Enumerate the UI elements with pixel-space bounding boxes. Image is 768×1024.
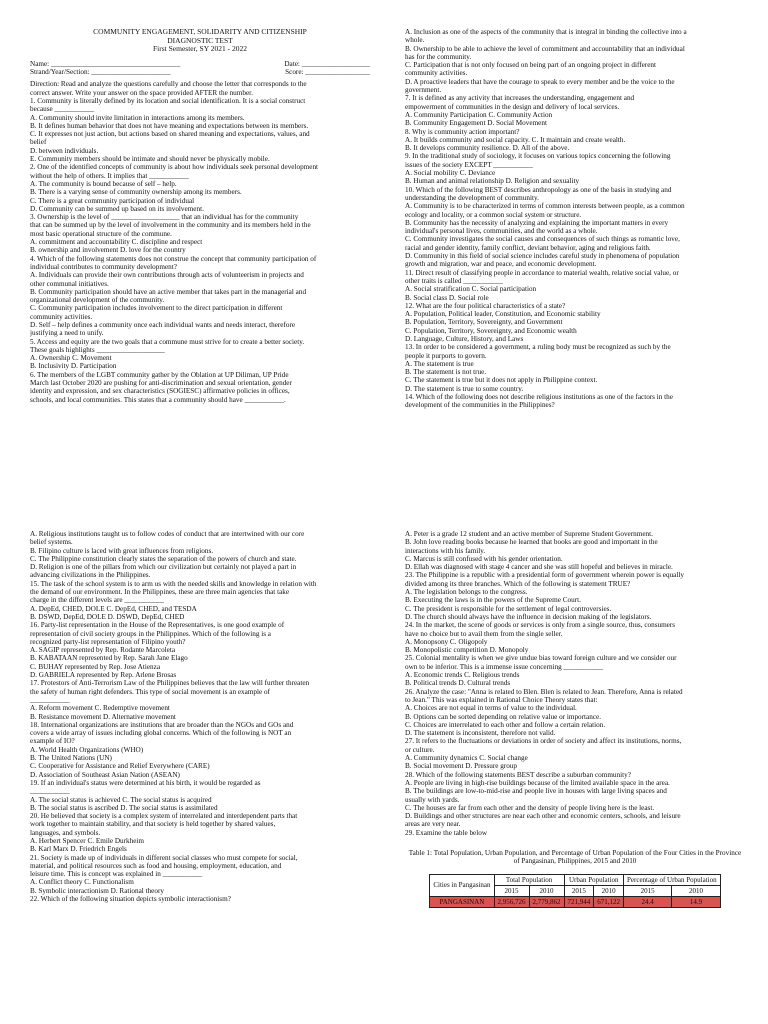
- col-header-urban: Urban Population: [564, 874, 624, 885]
- text-line: justifying a need to unify.: [30, 329, 104, 338]
- text-line: D. Self – help defines a community once each individual wants and needs interact, therefore: [30, 320, 296, 329]
- text-line: B. Karl Marx D. Friedrich Engels: [30, 845, 127, 854]
- text-line: individual contributes to community development?: [30, 262, 177, 271]
- total-2010-cell: 2,779,862: [529, 896, 564, 907]
- text-line: D. The statement is inconsistent, therefore not valid.: [405, 729, 556, 738]
- text-line: B. Monopolistic competition D. Monopoly: [405, 646, 529, 655]
- text-line: without the help of others. It implies that ___________: [30, 171, 189, 180]
- question-list: [30, 80, 370, 404]
- text-line: A. Ownership C. Movement: [30, 354, 112, 363]
- text-line: B. The social status is ascribed D. The social status is assimilated: [30, 803, 218, 812]
- text-line: A. Choices are not equal in terms of value to the individual.: [405, 704, 577, 713]
- text-line: 29. Examine the table below: [405, 828, 488, 837]
- text-line: D. Community can be summed up based on its involvement.: [30, 204, 204, 213]
- city-cell: PANGASINAN: [430, 896, 494, 907]
- text-line: C. The statement is true but it does not apply in Philippine context.: [405, 376, 598, 385]
- text-line: B. The United Nations (UN): [30, 754, 112, 763]
- document-title: COMMUNITY ENGAGEMENT, SOLIDARITY AND CITIZENSHIP: [93, 28, 307, 36]
- text-line: 2. One of the identified concepts of community is about how individuals seek personal development: [30, 163, 319, 172]
- text-line: 11. Direct result of classifying people in accordance to material wealth, relative social value, or: [405, 268, 679, 277]
- text-line: D. A proactive leaders that have the courage to speak to every member and be the voice to the: [405, 77, 675, 86]
- text-line: C. The Philippine constitution clearly states the separation of the powers of church and state.: [30, 554, 297, 563]
- strand-field: Strand/Year/Section: ______________________: [30, 68, 171, 77]
- text-line: A. The community is bound because of self – help.: [30, 179, 177, 188]
- text-line: 9. In the traditional study of sociology, it focuses on various topics concerning the following: [405, 152, 671, 161]
- text-line: 8. Why is community action important?: [405, 127, 520, 136]
- text-line: C. Choices are interrelated to each other and follow a certain relation.: [405, 720, 606, 729]
- text-line: empowerment of communities in the design and delivery of local services.: [405, 102, 620, 111]
- text-line: the demand of our environment. In the Philippines, these are three main agencies that take: [30, 588, 290, 597]
- text-line: 5. Access and equity are the two goals that a commune must strive for to create a better society.: [30, 337, 305, 346]
- text-line: 23. The Philippine is a republic with a presidential form of government wherein power is equally: [405, 571, 684, 580]
- text-line: 28. Which of the following statements BEST describe a suburban community?: [405, 770, 631, 779]
- text-line: A. Community dynamics C. Social change: [405, 754, 528, 763]
- text-line: because ___________: [30, 105, 95, 114]
- text-line: A. Reform movement C. Redemptive movement: [30, 704, 170, 713]
- text-line: community activities.: [30, 312, 93, 321]
- col-header-percentage: Percentage of Urban Population: [624, 874, 721, 885]
- text-line: 10. Which of the following BEST describes anthropology as one of the basis in studying and: [405, 185, 672, 194]
- text-line: 26. Analyze the case: "Anna is related to Blen. Blen is related to Jean. Therefore, Anna is related: [405, 687, 683, 696]
- text-line: 7. It is defined as any activity that increases the understanding, engagement and: [405, 94, 635, 103]
- text-line: A. Monopsony C. Oligopoly: [405, 637, 488, 646]
- text-line: whole.: [405, 36, 425, 45]
- text-line: D. GABRIELA represented by Rep. Arlene Brosas: [30, 671, 177, 680]
- text-line: D. Ellah was diagnosed with stage 4 cancer and she was still hopeful and believes in miracle.: [405, 563, 673, 572]
- text-line: 3. Ownership is the level of ___________________ that an individual has for the community: [30, 213, 299, 222]
- text-line: A. Community Participation C. Community Action: [405, 110, 553, 119]
- text-line: B. Ownership to be able to achieve the level of commitment and accountability that an individual: [405, 44, 685, 53]
- page-2-right-column: [405, 530, 745, 1020]
- text-line: A. Conflict theory C. Functionalism: [30, 878, 134, 887]
- text-line: B. It defines human behavior that does not have meaning and expectations between its members.: [30, 121, 309, 130]
- text-line: A. The social status is achieved C. The social status is acquired: [30, 795, 212, 804]
- text-line: B. The buildings are low-to-mid-rise and people live in houses with large living spaces and: [405, 787, 667, 796]
- text-line: March last October 2020 are pushing for anti-discrimination and sexual orientation, gender: [30, 379, 292, 388]
- text-line: 6. The members of the LGBT community gather by the Oblation at UP Diliman, UP Pride: [30, 370, 289, 379]
- text-line: people it purports to govern.: [405, 351, 487, 360]
- text-line: C. There is a great community participation of individual: [30, 196, 195, 205]
- text-line: A. Economic trends C. Religious trends: [405, 671, 520, 680]
- text-line: A. DepEd, CHED, DOLE C. DepEd, CHED, and TESDA: [30, 604, 197, 613]
- text-line: own to be inferior. This is a immense issue concerning ___________: [405, 662, 604, 671]
- col-header-total: Total Population: [494, 874, 564, 885]
- text-line: 4. Which of the following statements does not construe the concept that community participation of: [30, 254, 317, 263]
- text-line: B. Inclusivity D. Participation: [30, 362, 117, 371]
- text-line: A. Community should invite limitation in interactions among its members.: [30, 113, 245, 122]
- text-line: 13. In order to be considered a government, a ruling body must be recognized as such by the: [405, 343, 671, 352]
- table-header-row: [430, 874, 720, 885]
- score-field: Score: __________________: [285, 68, 370, 77]
- text-line: 14. Which of the following does not describe religious institutions as one of the factors in the: [405, 393, 673, 402]
- text-line: 22. Which of the following situation depicts symbolic interactionism?: [30, 895, 231, 904]
- text-line: belief: [30, 138, 47, 147]
- text-line: correct answer. Write your answer on the space provided AFTER the number.: [30, 88, 253, 97]
- year-header: 2010: [594, 885, 624, 896]
- text-line: A. The legislation belongs to the congress.: [405, 588, 528, 597]
- text-line: issues of the society EXCEPT ___________: [405, 160, 533, 169]
- text-line: D. Buildings and other structures are near each other and economic centers, schools, and leisure: [405, 812, 681, 821]
- text-line: C. Population, Territory, Sovereignty, and Economic wealth: [405, 326, 577, 335]
- text-line: C. Cooperative for Assistance and Relief Everywhere (CARE): [30, 762, 210, 771]
- text-line: B. Filipino culture is laced with great influences from religions.: [30, 546, 214, 555]
- year-header: 2015: [624, 885, 672, 896]
- text-line: C. The president is responsible for the settlement of legal controversies.: [405, 604, 612, 613]
- text-line: schools, and local communities. This states that a community should have ___________.: [30, 395, 286, 404]
- text-line: B. Resistance movement D. Alternative movement: [30, 712, 176, 721]
- text-line: 25. Colonial mentality is when we give undue bias toward foreign culture and we consider our: [405, 654, 677, 663]
- text-line: 21. Society is made up of individuals in different social classes who must compete for social,: [30, 853, 298, 862]
- population-table: [429, 874, 720, 908]
- col-header-city: Cities in Pangasinan: [430, 874, 494, 896]
- text-line: A. Peter is a grade 12 student and an active member of Supreme Student Government.: [405, 530, 653, 538]
- text-line: government.: [405, 86, 442, 95]
- question-list: [405, 28, 745, 410]
- text-line: B. Community Engagement D. Social Movement: [405, 119, 547, 128]
- text-line: A. Herbert Spencer C. Emile Durkheim: [30, 836, 144, 845]
- text-line: development of the communities in the Philippines?: [405, 401, 555, 410]
- text-line: individual's personal lives, communities, and the world as a whole.: [405, 227, 598, 236]
- pct-2015-cell: 24.4: [624, 896, 672, 907]
- info-row: [30, 68, 370, 76]
- document-header: [30, 28, 370, 54]
- text-line: B. KABATAAN represented by Rep. Sarah Jane Elago: [30, 654, 188, 663]
- text-line: charge in the different levels are ___________: [30, 596, 164, 605]
- text-line: interactions with his family.: [405, 546, 486, 555]
- text-line: B. The statement is not true.: [405, 368, 487, 377]
- text-line: racial and gender identity, family conflict, deviant behavior, aging and religious faith.: [405, 243, 651, 252]
- urban-2010-cell: 671,122: [594, 896, 624, 907]
- text-line: B. It develops community resilience. D. All of the above.: [405, 144, 570, 153]
- text-line: A. Social stratification C. Social participation: [405, 285, 537, 294]
- text-line: C. BUHAY represented by Rep. Jose Atienza: [30, 662, 161, 671]
- urban-2015-cell: 721,944: [564, 896, 594, 907]
- text-line: A. Community is to be characterized in terms of common interests between people, as a common: [405, 202, 685, 211]
- text-line: A. SAGIP represented by Rep. Rodante Marcoleta: [30, 646, 176, 655]
- text-line: These goals highlights ___________________: [30, 345, 165, 354]
- text-line: D. Religion is one of the pillars from which our civilization but certainly not played a part in: [30, 563, 297, 572]
- text-line: 27. It refers to the fluctuations or deviations in order of society and affect its institutions, norms,: [405, 737, 682, 746]
- text-line: A. It builds community and social capacity. C. It maintain and create wealth.: [405, 135, 626, 144]
- table-row: [430, 896, 720, 907]
- text-line: 17. Protestors of Anti-Terrorism Law of the Philippines believes that the law will further threaten: [30, 679, 310, 688]
- text-line: have no choice but to avail them from the single seller.: [405, 629, 563, 638]
- text-line: understanding the development of community.: [405, 193, 539, 202]
- text-line: representation of civil society groups in the Philippines. Which of the following is a: [30, 629, 272, 638]
- text-line: 16. Party-list representation in the House of the Representatives, is one good example of: [30, 621, 285, 630]
- text-line: B. Executing the laws is in the powers of the Supreme Court.: [405, 596, 581, 605]
- text-line: B. Community participation should have an active member that takes part in the managerial and: [30, 287, 307, 296]
- text-line: usually with yards.: [405, 795, 460, 804]
- text-line: 24. In the market, the scene of goods or services is only from a single source, thus, consumers: [405, 621, 676, 630]
- table-caption: Table 1: Total Population, Urban Population, and Percentage of Urban Population of the Four Cities in the Province of Pangasinan, Philippines, 2015 and 2010: [408, 848, 742, 866]
- text-line: most basic operational structure of the commune.: [30, 229, 172, 238]
- text-line: 15. The task of the school system is to arm us with the needed skills and knowledge in relation with: [30, 579, 317, 588]
- text-line: example of IO?: [30, 737, 75, 746]
- text-line: B. Population, Territory, Sovereignty, and Government: [405, 318, 563, 327]
- text-line: C. Community investigates the social causes and consequences of such things as romantic love,: [405, 235, 680, 244]
- text-line: belief systems.: [30, 538, 73, 547]
- text-line: C. It expresses not just action, but actions based on shared meaning and expectations, values, and: [30, 130, 310, 139]
- text-line: B. Symbolic interactionism D. Rational theory: [30, 886, 164, 895]
- pct-2010-cell: 14.9: [672, 896, 720, 907]
- document-subtitle: DIAGNOSTIC TEST: [167, 35, 233, 45]
- text-line: 20. He believed that society is a complex system of interrelated and interdependent parts that: [30, 812, 298, 821]
- text-line: Direction: Read and analyze the questions carefully and choose the letter that corresponds to the: [30, 80, 307, 89]
- text-line: material, and political resources such as food and housing, employment, education, and: [30, 861, 282, 870]
- text-line: D. The church should always have the influence in decision making of the legislators.: [405, 612, 652, 621]
- text-line: areas are very near.: [405, 820, 461, 829]
- text-line: C. Marcus is still confused with his gender orientation.: [405, 554, 563, 563]
- text-line: that can be summed up by the level of involvement in the community and its members held in the: [30, 221, 311, 230]
- text-line: D. Language, Culture, History, and Laws: [405, 334, 524, 343]
- text-line: the safety of human right defenders. This type of social movement is an example of: [30, 687, 270, 696]
- text-line: 12. What are the four political characteristics of a state?: [405, 301, 566, 310]
- date-field: Date: ___________________: [284, 59, 370, 68]
- total-2015-cell: 2,956,726: [494, 896, 529, 907]
- text-line: B. Human and animal relationship D. Religion and sexuality: [405, 177, 580, 186]
- text-line: other traits is called ___________: [405, 276, 503, 285]
- text-line: A. Social mobility C. Deviance: [405, 169, 496, 178]
- text-line: divided among its three branches. Which of the following is statement TRUE?: [405, 579, 631, 588]
- text-line: D. Community in this field of social science includes careful study in phenomena of population: [405, 252, 680, 261]
- text-line: has for the community.: [405, 52, 472, 61]
- text-line: C. The houses are far from each other and the density of people living here is the least.: [405, 803, 655, 812]
- semester-line: First Semester, SY 2021 - 2022: [152, 44, 247, 54]
- text-line: B. Social class D. Social role: [405, 293, 489, 302]
- text-line: other communal initiatives.: [30, 279, 109, 288]
- text-line: B. Options can be sorted depending on relative value or importance.: [405, 712, 601, 721]
- info-row: [30, 60, 370, 68]
- text-line: 18. International organizations are institutions that are broader than the NGOs and GOs and: [30, 720, 294, 729]
- page-1-right-column: [405, 28, 745, 498]
- text-line: C. Community participation includes involvement to the direct participation in different: [30, 304, 283, 313]
- page-1-left-column: [30, 28, 370, 498]
- text-line: leisure time. This is concept was explained in ___________: [30, 870, 203, 879]
- student-info: [30, 60, 370, 77]
- year-header: 2015: [564, 885, 594, 896]
- text-line: recognized party-list representation of Filipino youth?: [30, 637, 186, 646]
- text-line: E. Community members should be intimate and should never be physically mobile.: [30, 155, 270, 164]
- text-line: C. Participation that is not only focused on being part of an ongoing project in different: [405, 61, 656, 70]
- text-line: A. Individuals can provide their own contributions through acts of volunteerism in projects and: [30, 271, 304, 280]
- name-field: Name: ____________________________________: [30, 59, 181, 68]
- text-line: advancing civilizations in the Philippines.: [30, 571, 151, 580]
- text-line: A. commitment and accountability C. discipline and respect: [30, 238, 203, 247]
- year-header: 2010: [672, 885, 720, 896]
- page-2-left-column: [30, 530, 370, 1020]
- text-line: A. World Health Organizations (WHO): [30, 745, 144, 754]
- text-line: B. Community has the necessity of analyzing and explaining the important matters in every: [405, 218, 669, 227]
- text-line: A. People are living in high-rise buildings because of the limited available space in the area.: [405, 778, 670, 787]
- text-line: B. Political trends D. Cultural trends: [405, 679, 511, 688]
- text-line: ___________: [30, 695, 70, 704]
- text-line: community activities.: [405, 69, 468, 78]
- text-line: work together to maintain stability, and that society is held together by shared values,: [30, 820, 276, 829]
- text-line: B. John love reading books because he learned that books are good and important in the: [405, 538, 658, 547]
- question-list: [405, 530, 745, 837]
- question-list: [30, 530, 370, 903]
- text-line: D. Association of Southeast Asian Nation (ASEAN): [30, 770, 180, 779]
- text-line: B. DSWD, DepEd, DOLE D. DSWD, DepEd, CHED: [30, 612, 185, 621]
- text-line: covers a wide array of issues including global concerns. Which of the following is NOT an: [30, 729, 292, 738]
- text-line: A. The statement is true: [405, 359, 474, 368]
- text-line: B. There is a varying sense of community ownership among its members.: [30, 188, 242, 197]
- text-line: A. Population, Political leader, Constitution, and Economic stability: [405, 310, 601, 319]
- text-line: 19. If an individual's status were determined at his birth, it would be regarded as: [30, 778, 261, 787]
- text-line: A. Inclusion as one of the aspects of the community that is integral in binding the collective into a: [405, 28, 687, 36]
- year-header: 2015: [494, 885, 529, 896]
- text-line: organizational development of the community.: [30, 296, 165, 305]
- text-line: ecology and locality, or a common social system or structure.: [405, 210, 582, 219]
- text-line: B. ownership and involvement D. love for the country: [30, 246, 186, 255]
- text-line: A. Religious institutions taught us to follow codes of conduct that are intertwined with our core: [30, 530, 305, 538]
- text-line: or culture.: [405, 745, 435, 754]
- text-line: D. between individuals.: [30, 146, 99, 155]
- text-line: growth and migration, war and peace, and economic development.: [405, 260, 597, 269]
- text-line: languages, and symbols.: [30, 828, 101, 837]
- text-line: ___________: [30, 787, 70, 796]
- text-line: D. The statement is true to some country.: [405, 384, 524, 393]
- year-header: 2010: [529, 885, 564, 896]
- text-line: 1. Community is literally defined by its location and social identification. It is a social construct: [30, 96, 306, 105]
- text-line: to Jean." This was explained in Rational Choice Theory states that:: [405, 695, 598, 704]
- text-line: identity and expression, and sex characteristics (SOGIESC) affirmative policies in offices,: [30, 387, 290, 396]
- text-line: B. Social movement D. Pressure group: [405, 762, 517, 771]
